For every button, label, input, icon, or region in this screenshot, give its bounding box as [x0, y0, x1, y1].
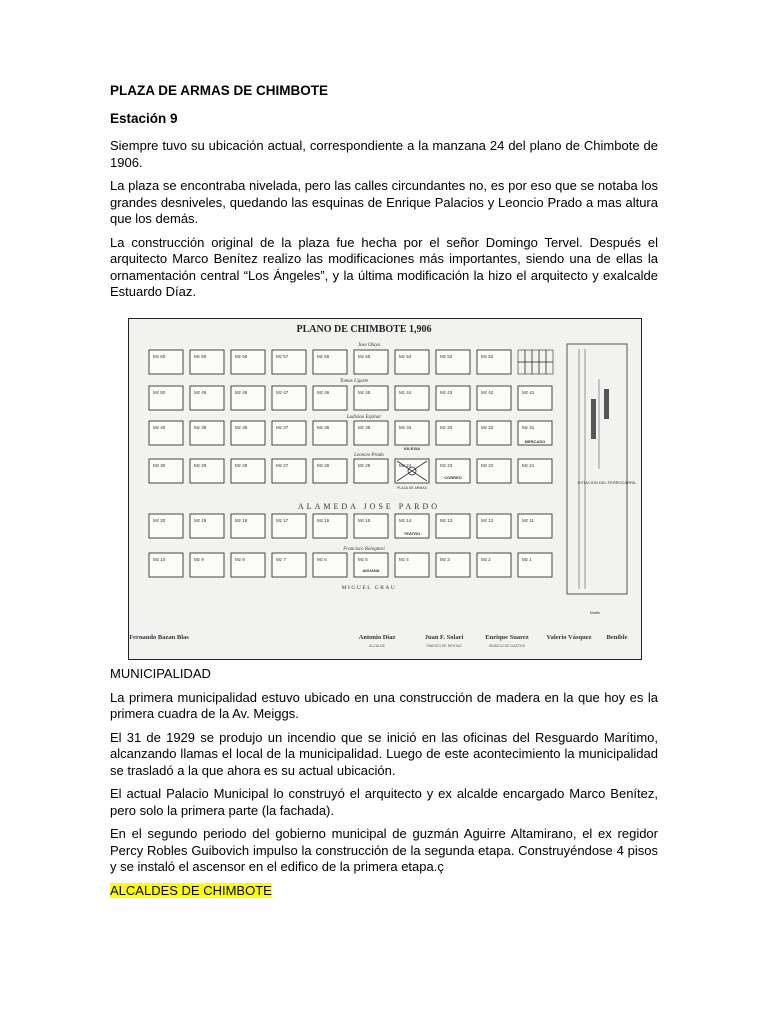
section-municipalidad-title: MUNICIPALIDAD	[110, 666, 211, 681]
block-label: Mz 45	[358, 390, 371, 395]
block-label: Mz 26	[317, 463, 330, 468]
block-label: Mz 19	[194, 518, 207, 523]
paragraph: El 31 de 1929 se produjo un incendio que se inició en las oficinas del Resguardo Marítimo, alcanzando llamas el local de la municipalidad. Luego de este acontecimiento la municipalidad se trasladó a la que ahora es su actual ubicación.	[110, 729, 658, 778]
signature: Enrique Suarez	[485, 634, 529, 641]
block-label: Mz 41	[522, 390, 535, 395]
block-label: Mz 33	[440, 425, 453, 430]
plaza-label: PLAZA DE ARMAS	[397, 486, 427, 490]
document-body-continued	[110, 666, 658, 906]
block-label: Mz 60	[153, 354, 166, 359]
block-label: Mz 32	[481, 425, 494, 430]
signature: Benible	[606, 634, 628, 641]
block-label: Mz 21	[522, 463, 535, 468]
block-label: Mz 31	[522, 425, 535, 430]
street-label: Leoncio Prado	[354, 453, 384, 458]
city-plan-map	[129, 319, 641, 659]
muelle-label: Muelle	[589, 611, 601, 615]
station-label: ESTACION DEL FERROCARRIL	[577, 480, 637, 485]
block-label: Mz 28	[235, 463, 248, 468]
paragraph: El actual Palacio Municipal lo construyó el arquitecto y ex alcalde encargado Marco Benítez, pero solo la primera parte (la fachada).	[110, 786, 658, 818]
block-label: Mz 16	[317, 518, 330, 523]
signature: Valerio Vásquez	[546, 634, 592, 641]
block-label: Mz 17	[276, 518, 289, 523]
street-label: Ladislao Espinar	[346, 415, 382, 420]
paragraph: La construcción original de la plaza fue hecha por el señor Domingo Tervel. Después el arquitecto Marco Benítez realizo las modificaciones más importantes, siendo una de ellas la ornamentación central “Los Ángeles”, y la última modificación la hizo el arquitecto y exalcalde Estuardo Díaz.	[110, 234, 658, 299]
block-label: Mz 8	[235, 557, 245, 562]
block-label: Mz 47	[276, 390, 289, 395]
block-label: Mz 3	[440, 557, 450, 562]
block-label: Mz 59	[194, 354, 207, 359]
street-label: Tomas Ugarte	[339, 379, 369, 384]
block-label: Mz 24	[399, 463, 412, 468]
block-label: Mz 46	[317, 390, 330, 395]
block-label: Mz 38	[235, 425, 248, 430]
block-label: Mz 11	[522, 518, 534, 523]
block-label: Mz 4	[399, 557, 409, 562]
iglesia-label: IGLESIA	[403, 446, 421, 451]
correo-label: CORREO	[444, 475, 462, 480]
signature-role: SINDICO DE RENTAS	[426, 644, 462, 648]
block-label: Mz 22	[481, 463, 494, 468]
block-label: Mz 10	[153, 557, 166, 562]
block-label: Mz 43	[440, 390, 453, 395]
block-label: Mz 25	[358, 463, 371, 468]
block-label: Mz 39	[194, 425, 207, 430]
paragraph: Siempre tuvo su ubicación actual, correspondiente a la manzana 24 del plano de Chimbote de 1906.	[110, 138, 658, 170]
paragraph: La primera municipalidad estuvo ubicado en una construcción de madera en la que hoy es la primera cuadra de la Av. Meiggs.	[110, 689, 658, 721]
signature: Fernando Bazan Blas	[129, 634, 189, 641]
map-title: PLANO DE CHIMBOTE 1,906	[296, 324, 432, 335]
block-label: Mz 56	[317, 354, 330, 359]
block-label: Mz 49	[194, 390, 207, 395]
block-label: Mz 48	[235, 390, 248, 395]
signature: Juan F. Solari	[424, 634, 464, 641]
block-label: Mz 29	[194, 463, 207, 468]
block-label: Mz 34	[399, 425, 412, 430]
block-label: Mz 5	[358, 557, 368, 562]
block-label: Mz 52	[481, 354, 494, 359]
block-label: Mz 15	[358, 518, 371, 523]
block-label: Mz 40	[153, 425, 166, 430]
signature-role: SINDICO DE GASTOS	[489, 644, 525, 648]
block-label: Mz 58	[235, 354, 248, 359]
section-alcaldes-title	[110, 883, 658, 900]
block-label: Mz 27	[276, 463, 289, 468]
block-label: Mz 20	[153, 518, 166, 523]
block-label: Mz 2	[481, 557, 491, 562]
block-label: Mz 37	[276, 425, 289, 430]
block-label: Mz 35	[358, 425, 371, 430]
block-label: Mz 13	[440, 518, 453, 523]
street-label: Jose Olaya	[357, 343, 381, 348]
highlighted-heading: ALCALDES DE CHIMBOTE	[110, 882, 272, 898]
block-label: Mz 57	[276, 354, 289, 359]
block-label: Mz 7	[276, 557, 286, 562]
street-label: Francisco Bolognesi	[343, 547, 385, 552]
block-label: Mz 1	[522, 557, 532, 562]
station-heading: Estación 9	[110, 111, 178, 126]
paragraph: En el segundo periodo del gobierno municipal de guzmán Aguirre Altamirano, el ex regidor Percy Robles Guibovich impulso la construcción de la segunda etapa. Construyéndose 4 pisos y se instaló el ascensor en el edifico de la primera etapa.ç	[110, 826, 658, 874]
aduana-label: ADUANA	[362, 568, 380, 573]
station-building	[604, 389, 609, 419]
block-label: Mz 42	[481, 390, 494, 395]
document-title: PLAZA DE ARMAS DE CHIMBOTE	[110, 83, 328, 98]
block-label: Mz 18	[235, 518, 248, 523]
block-label: Mz 9	[194, 557, 204, 562]
block-label: Mz 6	[317, 557, 327, 562]
paragraph: La plaza se encontraba nivelada, pero las calles circundantes no, es por eso que se notaba los grandes desniveles, quedando las esquinas de Enrique Palacios y Leoncio Prado a mas altura que los demás.	[110, 178, 658, 226]
document-body	[110, 82, 658, 308]
station-building	[591, 399, 596, 439]
signature: Antonio Diaz	[358, 634, 396, 641]
block-label: Mz 23	[440, 463, 453, 468]
map-image	[128, 318, 642, 660]
block-label: Mz 53	[440, 354, 453, 359]
street-label: MIGUEL GRAU	[341, 585, 397, 591]
block-label: Mz 55	[358, 354, 371, 359]
block-label: Mz 36	[317, 425, 330, 430]
mercado-label: MERCADO	[524, 439, 546, 444]
block-label: Mz 44	[399, 390, 412, 395]
teatro-label: TEATRO	[403, 531, 421, 536]
block-label: Mz 12	[481, 518, 494, 523]
block-label: Mz 50	[153, 390, 166, 395]
block-label: Mz 30	[153, 463, 166, 468]
street-label: ALAMEDA JOSE PARDO	[297, 502, 441, 511]
block-label: Mz 14	[399, 518, 412, 523]
signature-role: ALCALDE	[369, 644, 385, 648]
block-label: Mz 54	[399, 354, 412, 359]
